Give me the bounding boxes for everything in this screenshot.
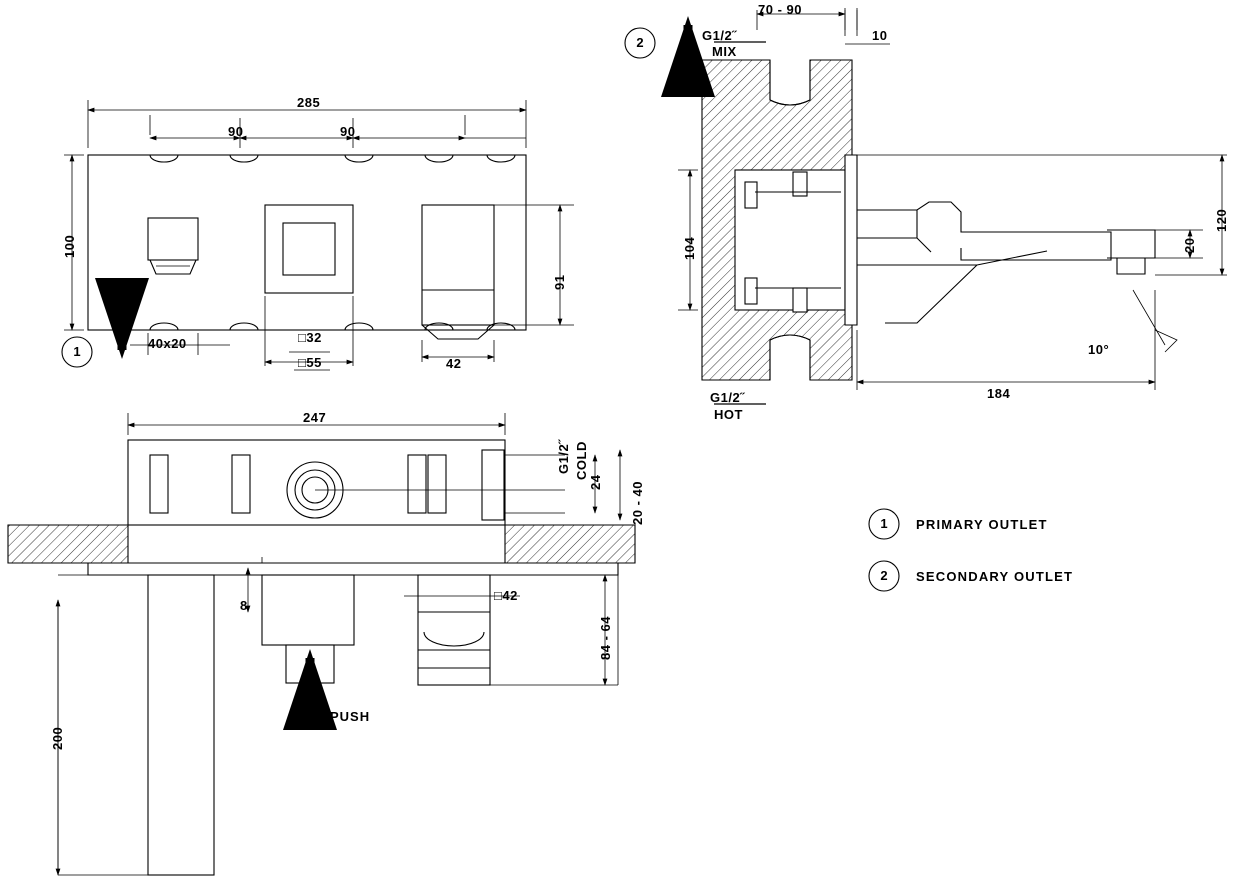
callout-2-side: 2	[636, 35, 644, 50]
legend-label-primary-outlet: PRIMARY OUTLET	[916, 517, 1048, 532]
port-hot-label: HOT	[714, 407, 743, 422]
front-elevation-geometry	[62, 155, 526, 367]
dim-square-outer: □55	[298, 355, 322, 370]
dim-spout-square: □42	[494, 588, 518, 603]
dim-spout-width: 42	[446, 356, 462, 371]
dim-plate-depth: 10	[872, 28, 888, 43]
port-cold-label: COLD	[574, 441, 589, 480]
dim-mounting-height: 104	[682, 236, 697, 260]
dim-cold-offset: 24	[588, 474, 603, 490]
dim-overall-width: 285	[297, 95, 321, 110]
dim-spacing-right: 90	[340, 124, 356, 139]
dim-height-range: 84 - 64	[598, 616, 613, 660]
port-mix-label: MIX	[712, 44, 737, 59]
legend-label-secondary-outlet: SECONDARY OUTLET	[916, 569, 1074, 584]
legend-number-2: 2	[880, 568, 888, 583]
side-section-geometry	[625, 8, 1227, 404]
dim-wall-thickness-range: 70 - 90	[758, 2, 802, 17]
dim-plate-height: 100	[62, 234, 77, 258]
dim-handle-size: 40x20	[148, 336, 187, 351]
dim-rough-in-width: 247	[303, 410, 327, 425]
port-cold-thread: G1/2˝	[556, 438, 571, 474]
dim-spout-height: 120	[1214, 208, 1229, 232]
dim-riser-height: 200	[50, 726, 65, 750]
dim-spout-angle: 10°	[1088, 342, 1110, 357]
port-hot-thread: G1/2˝	[710, 390, 746, 405]
dim-body-height: 91	[552, 274, 567, 290]
dim-outlet-drop: 8	[240, 598, 248, 613]
dim-square-inner: □32	[298, 330, 322, 345]
plan-section-geometry	[8, 413, 635, 875]
dim-spout-projection: 184	[987, 386, 1011, 401]
callout-1-front: 1	[73, 344, 81, 359]
dim-wall-depth-range: 20 - 40	[630, 481, 645, 525]
dim-spout-outlet-height: 20	[1182, 237, 1197, 253]
dim-spacing-left: 90	[228, 124, 244, 139]
legend-number-1: 1	[880, 516, 888, 531]
push-label: PUSH	[330, 709, 371, 724]
port-mix-thread: G1/2˝	[702, 28, 738, 43]
